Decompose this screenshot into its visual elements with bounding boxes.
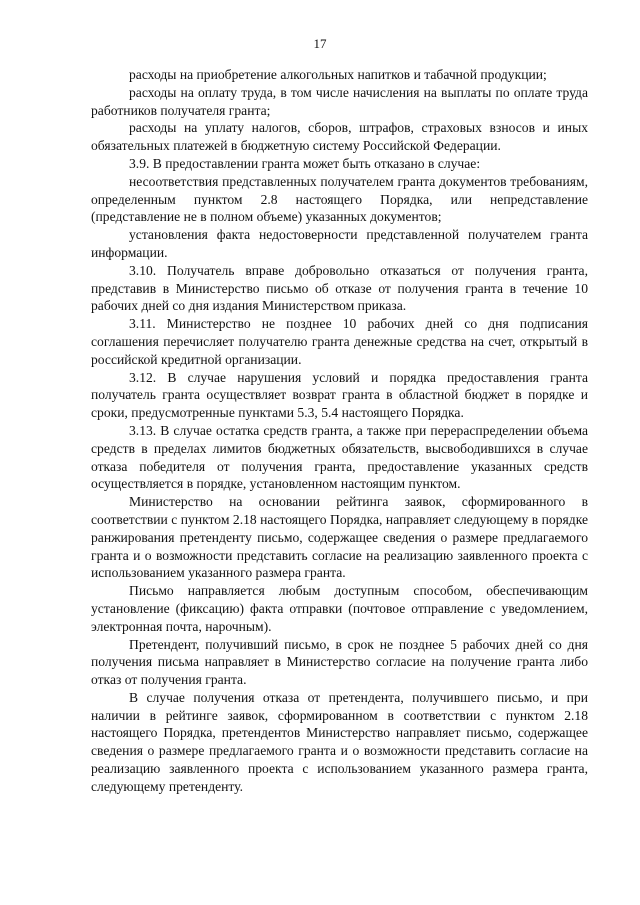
paragraph: несоответствия представленных получателем гранта документов требованиям, определенным пунктом 2.8 настоящего Порядка, или непредставление (представление не в полном объеме) указанных документов; [91,173,588,225]
paragraph: 3.12. В случае нарушения условий и порядка предоставления гранта получатель гранта осуществляет возврат гранта в областной бюджет в порядке и сроки, предусмотренные пунктами 5.3, 5.4 настоящего Порядка. [91,369,588,421]
paragraph: 3.11. Министерство не позднее 10 рабочих дней со дня подписания соглашения перечисляет получателю гранта денежные средства на счет, открытый в российской кредитной организации. [91,316,588,367]
paragraph: расходы на приобретение алкогольных напитков и табачной продукции; [129,67,547,82]
paragraph: 3.9. В предоставлении гранта может быть отказано в случае: [129,155,481,171]
paragraph: Письмо направляется любым доступным способом, обеспечивающим установление (фиксацию) факта отправки (почтовое отправление с уведомлением, электронная почта, нарочным). [91,583,588,634]
paragraph: Министерство на основании рейтинга заявок, сформированного в соответствии с пунктом 2.18 настоящего Порядка, направляет следующему в порядке ранжирования претенденту письмо, содержащее сведения о размере предлагаемого гранта и о возможности представить согласие на реализацию заявленного проекта с использованием указанного размера гранта. [91,494,588,581]
paragraph: установления факта недостоверности представленной получателем гранта информации. [91,227,588,260]
page-number: 17 [313,36,327,51]
paragraph: Претендент, получивший письмо, в срок не позднее 5 рабочих дней со дня получения письма направляет в Министерство согласие на получение гранта либо отказ от получения гранта. [91,636,588,688]
paragraph: 3.10. Получатель вправе добровольно отказаться от получения гранта, представив в Министерство письмо об отказе от получения гранта в течение 10 рабочих дней со дня издания Министерством приказа. [91,262,588,314]
paragraph: 3.13. В случае остатка средств гранта, а также при перераспределении объема средств в пределах лимитов бюджетных обязательств, высвободившихся в случае отказа победителя от получения гранта, предоставление указанных средств осуществляется в порядке, установленном настоящим пунктом. [91,422,588,492]
paragraph: расходы на оплату труда, в том числе начисления на выплаты по оплате труда работников получателя гранта; [91,84,588,118]
paragraph: расходы на уплату налогов, сборов, штрафов, страховых взносов и иных обязательных платежей в бюджетную систему Российской Федерации. [91,120,588,154]
paragraph: В случае получения отказа от претендента, получившего письмо, и при наличии в рейтинге заявок, сформированном в соответствии с пунктом 2.18 настоящего Порядка, претендентов Министерство направляет письмо, содержащее сведения о размере предлагаемого гранта и о возможности представить согласие на реализацию заявленного проекта с использованием указанного размера гранта, следующему претенденту. [91,689,588,794]
document-body [91,66,588,796]
